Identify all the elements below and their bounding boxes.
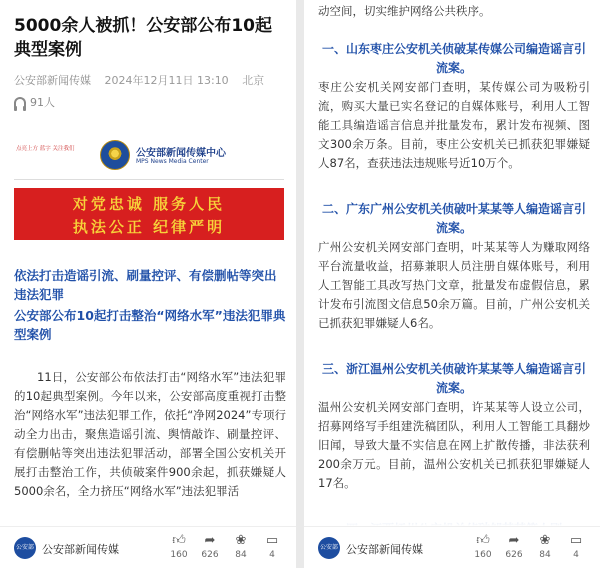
media-center-name-en: MPS News Media Center xyxy=(136,158,209,165)
share-button[interactable] xyxy=(501,533,527,561)
comment-count: 4 xyxy=(573,550,579,560)
comment-count: 4 xyxy=(269,550,275,560)
like-count: 160 xyxy=(170,550,188,560)
share-arrow-icon: ➦ xyxy=(508,533,520,548)
share-count: 626 xyxy=(505,550,523,560)
comment-button[interactable] xyxy=(259,533,285,561)
slogan-line-1: 对党忠诚 服务人民 xyxy=(72,195,226,213)
case-1-body: 枣庄公安机关网安部门查明，某传媒公司为吸粉引流，购买大量已实名登记的自媒体账号，利用人工智能工具编造谣言信息并批量发布，累计发布视频、图文300余万条。目前，枣庄公安机关已抓获犯罪嫌疑人87名，查获违法违规账号近10万个。 xyxy=(318,80,590,170)
case-3-title: 三、浙江温州公安机关侦破许某某等人编造谣言引流案。 xyxy=(321,362,586,395)
flower-icon: ❀ xyxy=(235,533,247,548)
like-button[interactable] xyxy=(470,533,496,561)
case-2-title: 二、广东广州公安机关侦破叶某某等人编造谣言引流案。 xyxy=(321,202,586,235)
publish-location: 北京 xyxy=(242,74,265,87)
subheadline-2: 公安部公布10起打击整治“网络水军”违法犯罪典型案例 xyxy=(14,308,286,342)
comment-icon: ▭ xyxy=(569,533,583,548)
share-count: 626 xyxy=(201,550,219,560)
thumbs-up-icon: 👍︎ xyxy=(476,533,490,548)
favorite-count: 84 xyxy=(539,550,551,560)
article-meta xyxy=(14,72,274,88)
article-body-continued: 动空间，切实维护网络公共秩序。 xyxy=(318,4,491,18)
bottom-action-bar xyxy=(0,526,296,568)
publish-datetime: 2024年12月11日 13:10 xyxy=(104,74,229,87)
left-article-panel xyxy=(0,0,296,568)
police-emblem-icon xyxy=(100,140,130,170)
share-button[interactable] xyxy=(197,533,223,561)
account-avatar[interactable]: 公安部 xyxy=(14,537,36,559)
header-banner xyxy=(14,136,284,180)
content-fade xyxy=(304,504,600,526)
favorite-button[interactable] xyxy=(532,533,558,561)
favorite-count: 84 xyxy=(235,550,247,560)
like-button[interactable] xyxy=(166,533,192,561)
like-count: 160 xyxy=(474,550,492,560)
article-title: 5000余人被抓！公安部公布10起典型案例 xyxy=(14,16,272,60)
account-name[interactable]: 公安部新闻传媒 xyxy=(346,543,423,556)
author-link[interactable]: 公安部新闻传媒 xyxy=(14,74,91,87)
account-avatar[interactable]: 公安部 xyxy=(318,537,340,559)
banner-slogan: 点亮上方 蓝字 关注我们 xyxy=(16,146,75,152)
thumbs-up-icon: 👍︎ xyxy=(172,533,186,548)
listen-button[interactable] xyxy=(14,94,55,110)
comment-icon: ▭ xyxy=(265,533,279,548)
case-2-body: 广州公安机关网安部门查明，叶某某等人为赚取网络平台流量收益，招募兼职人员注册自媒体账号，利用人工智能工具改写热门文章，批量发布虚假信息，累计发布引流图文信息50余万篇。目前，广州公安机关已抓获犯罪嫌疑人6名。 xyxy=(318,240,590,330)
listener-count: 91人 xyxy=(30,96,55,109)
headphone-icon xyxy=(14,97,26,108)
slogan-banner xyxy=(14,188,284,240)
favorite-button[interactable] xyxy=(228,533,254,561)
case-3-body: 温州公安机关网安部门查明，许某某等人设立公司，招募网络写手组建洗稿团队，利用人工智能工具翻炒旧闻，导致大量不实信息在网上扩散传播，非法获利200余万元。目前，温州公安机关已抓获犯罪嫌疑人17名。 xyxy=(318,400,590,490)
right-article-panel xyxy=(304,0,600,568)
bottom-action-bar xyxy=(304,526,600,568)
subheadline-1: 依法打击造谣引流、刷量控评、有偿删帖等突出违法犯罪 xyxy=(14,268,277,302)
slogan-line-2: 执法公正 纪律严明 xyxy=(72,218,226,236)
article-body: 11日，公安部公布依法打击“网络水军”违法犯罪的10起典型案例。今年以来，公安部高度重视打击整治“网络水军”违法犯罪工作，依托“净网2024”专项行动全力出击，聚焦造谣引流、舆情敲诈、刷量控评、有偿删帖等突出违法犯罪活动，部署全国公安机关开展打击整治工作，共侦破案件900余起，抓获嫌疑人5000余名，全力挤压“网络水军”违法犯罪活 xyxy=(14,370,286,498)
comment-button[interactable] xyxy=(563,533,589,561)
account-name[interactable]: 公安部新闻传媒 xyxy=(42,543,119,556)
share-arrow-icon: ➦ xyxy=(204,533,216,548)
content-fade xyxy=(0,504,296,526)
case-1-title: 一、山东枣庄公安机关侦破某传媒公司编造谣言引流案。 xyxy=(321,42,586,75)
media-center-name: 公安部新闻传媒中心 xyxy=(136,148,226,159)
flower-icon: ❀ xyxy=(539,533,551,548)
